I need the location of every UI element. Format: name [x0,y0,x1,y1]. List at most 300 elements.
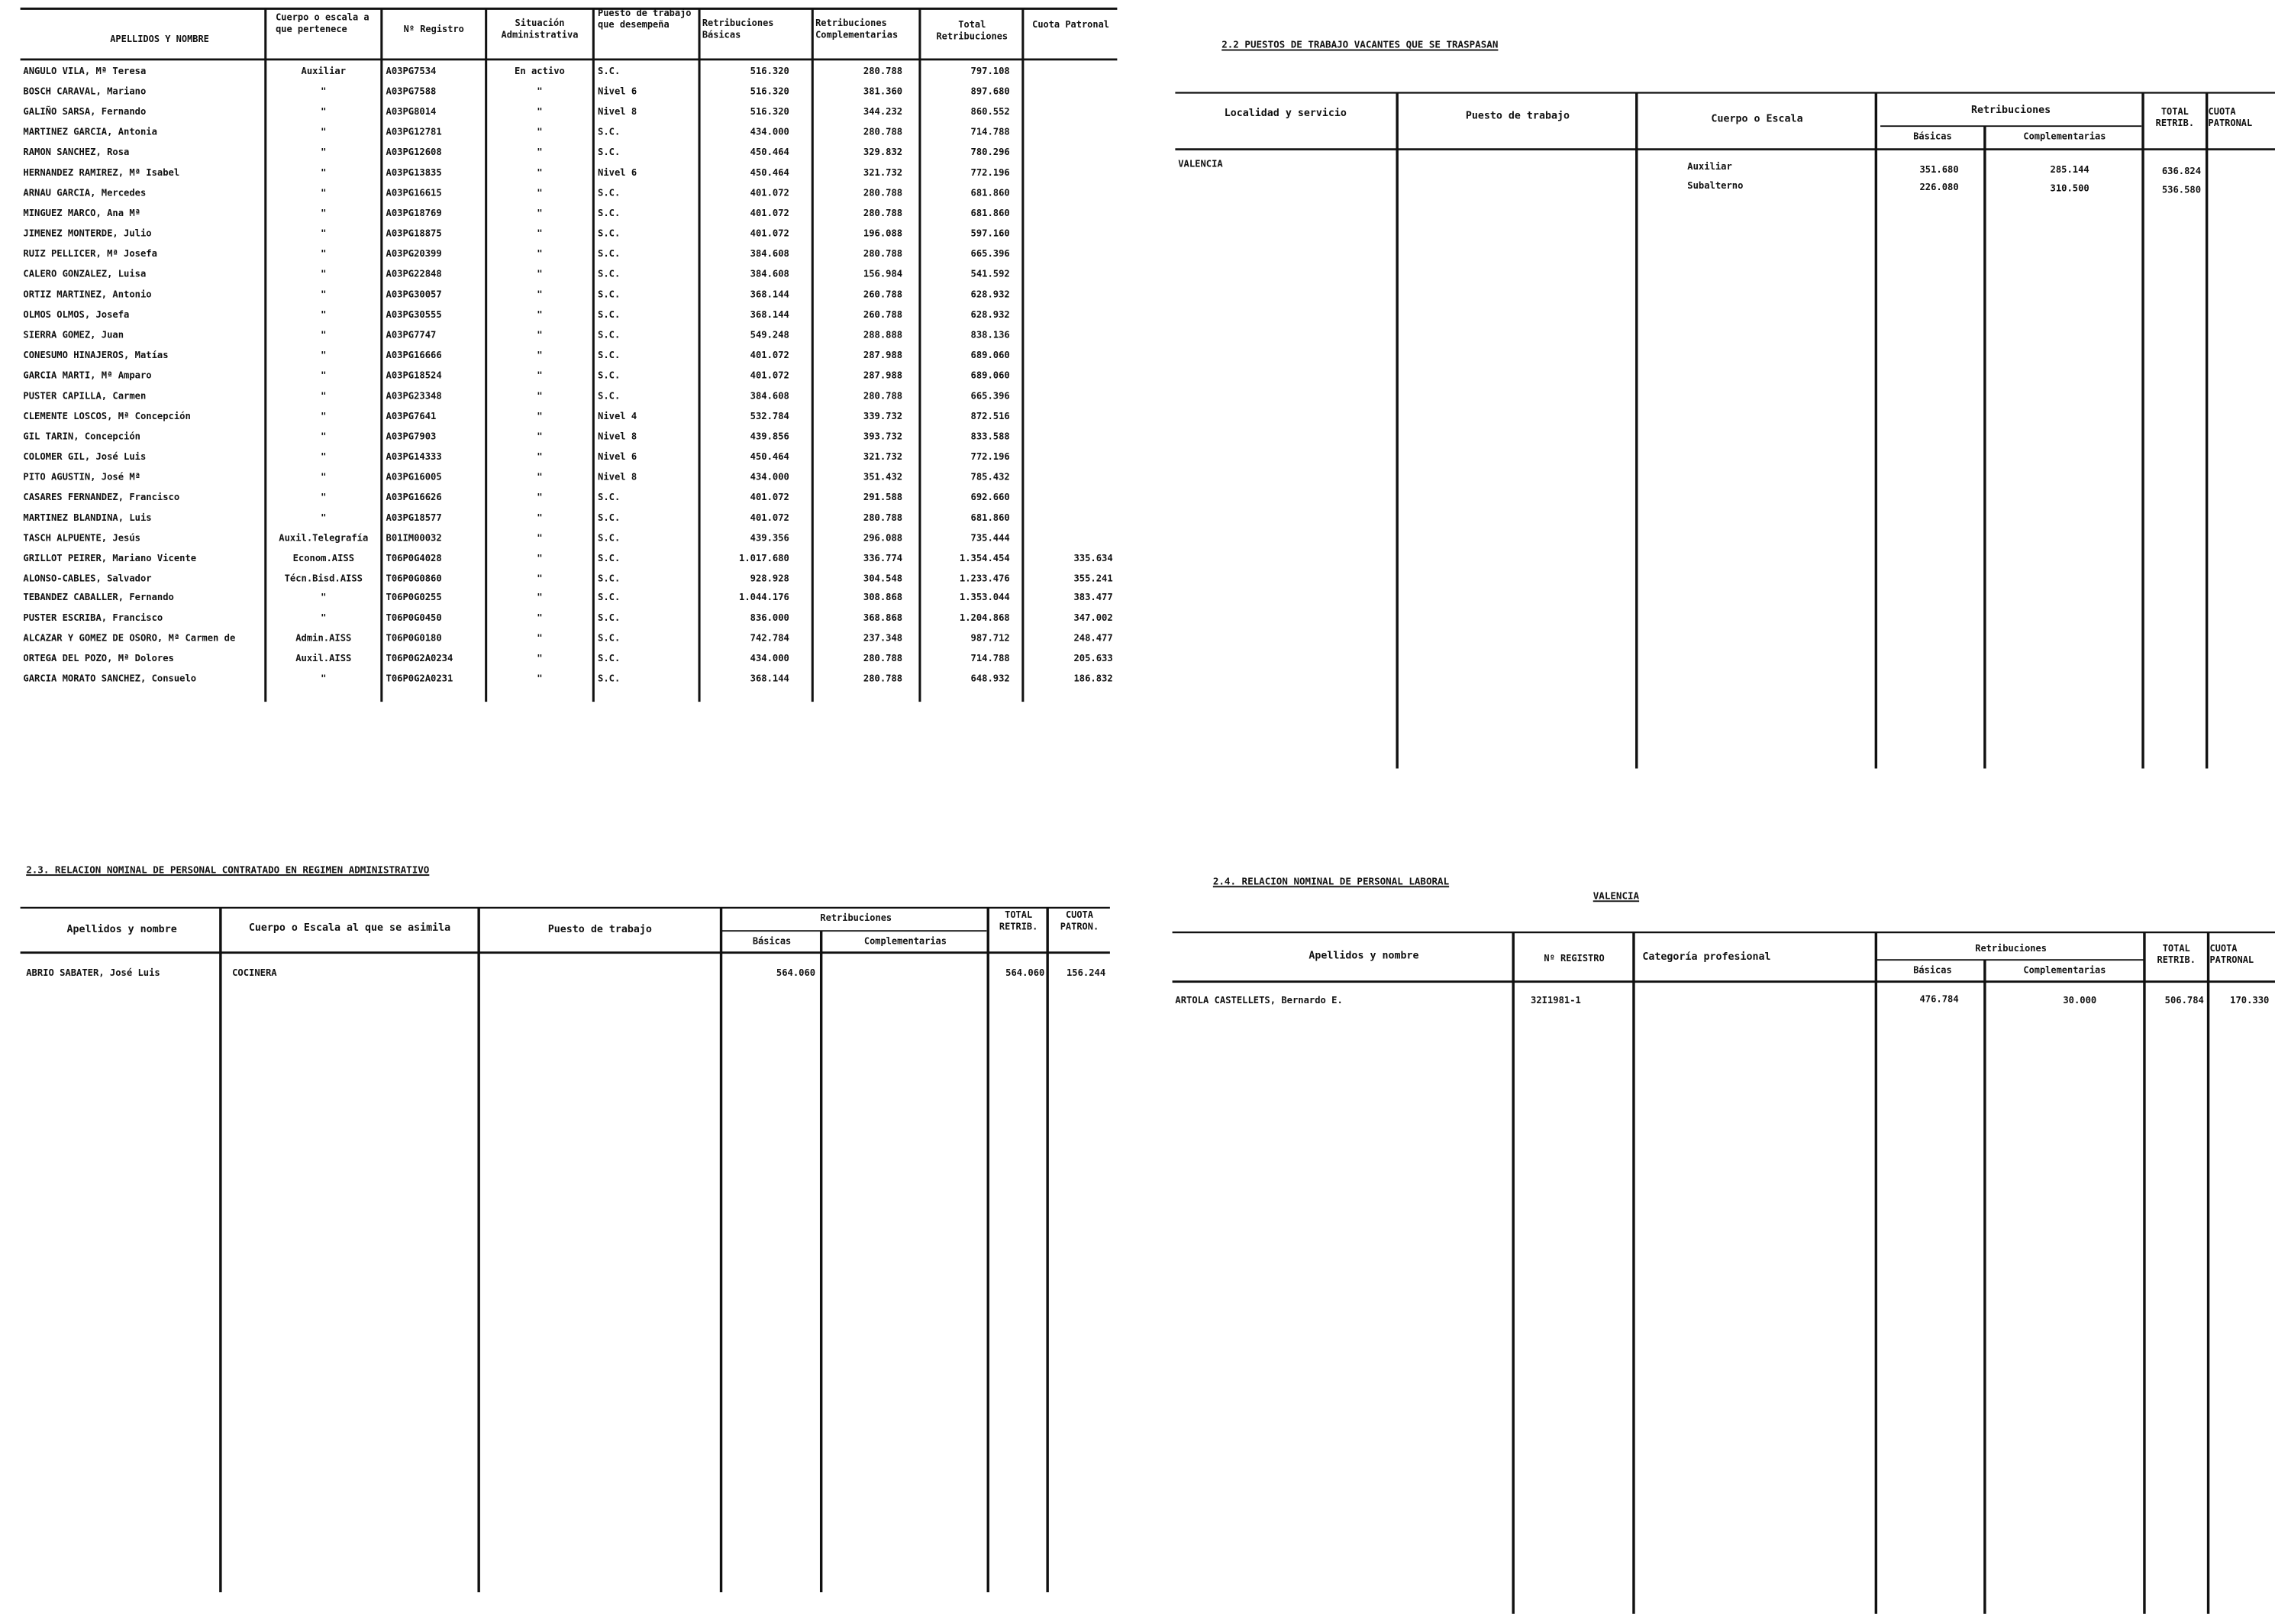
cell-puesto: S.C. [598,267,621,280]
cell-puesto: S.C. [598,65,621,77]
cell-complementarias: 336.774 [863,551,903,563]
contracted-cuerpo: COCINERA [232,967,277,979]
basicas-auxiliar: 351.680 [1919,163,1959,176]
cell-basicas: 401.072 [750,186,789,199]
cell-registro: A03PG30057 [386,288,442,300]
cell-cuerpo: " [321,673,327,686]
cell-basicas: 401.072 [750,369,789,381]
cell-nombre: PUSTER CAPILLA, Carmen [23,389,147,402]
cell-situacion: " [537,328,543,341]
cell-puesto: S.C. [598,592,621,604]
cell-basicas: 439.856 [750,430,789,442]
labor-total: 506.784 [2164,994,2204,1006]
header-cuota: CUOTA PATRONAL [2209,944,2254,965]
header-total: TOTAL RETRIB. [2157,944,2196,965]
cell-cuerpo: " [321,409,327,421]
cell-total: 735.444 [970,531,1010,544]
cell-registro: A03PG30555 [386,308,442,321]
cell-situacion: " [537,126,543,138]
cell-nombre: GARCIA MORATO SANCHEZ, Consuelo [23,673,197,686]
cuerpo-auxiliar: Auxiliar [1687,160,1732,173]
cell-total: 1.353.044 [959,592,1010,604]
cell-cuota: 383.477 [1073,592,1113,604]
cell-total: 648.932 [970,673,1010,686]
cell-puesto: S.C. [598,511,621,523]
cell-cuerpo: " [321,490,327,503]
header-nombre: Apellidos y nombre [1309,949,1419,962]
header-complementarias: Complementarias [2023,965,2106,977]
cell-cuerpo: Econom.AISS [292,551,355,563]
cell-situacion: " [537,430,543,442]
cell-total: 780.296 [970,146,1010,158]
cell-basicas: 384.608 [750,267,789,280]
cell-puesto: S.C. [598,227,621,240]
cell-basicas: 401.072 [750,349,789,361]
cell-cuerpo: " [321,470,327,483]
cell-cuerpo: Admin.AISS [295,632,352,645]
localidad-value: VALENCIA [1178,158,1223,170]
cell-complementarias: 260.788 [863,308,903,321]
cell-registro: A03PG7641 [386,409,437,421]
cell-basicas: 384.608 [750,247,789,260]
cell-nombre: BOSCH CARAVAL, Mariano [23,85,147,98]
cell-complementarias: 321.732 [863,166,903,179]
cell-basicas: 434.000 [750,126,789,138]
cell-total: 628.932 [970,308,1010,321]
cell-cuerpo: Auxiliar [301,65,347,77]
cell-total: 714.788 [970,653,1010,665]
cell-complementarias: 280.788 [863,511,903,523]
cell-registro: T06P0G0255 [386,592,442,604]
cell-basicas: 516.320 [750,105,789,118]
cell-cuerpo: " [321,267,327,280]
header-cuota: CUOTA PATRON. [1060,910,1099,932]
cell-nombre: ORTEGA DEL POZO, Mª Dolores [23,653,174,665]
cell-total: 628.932 [970,288,1010,300]
cell-nombre: MARTINEZ GARCIA, Antonia [23,126,157,138]
section23-title: 2.3. RELACION NOMINAL DE PERSONAL CONTRATADO EN REGIMEN ADMINISTRATIVO [26,864,430,877]
cell-cuota: 186.832 [1073,673,1113,686]
cell-cuerpo: " [321,328,327,341]
cell-basicas: 549.248 [750,328,789,341]
cell-nombre: PUSTER ESCRIBA, Francisco [23,612,163,625]
cell-nombre: PITO AGUSTIN, José Mª [23,470,140,483]
header-total: Total Retribuciones [936,20,1008,42]
cell-total: 772.196 [970,450,1010,463]
cell-cuerpo: " [321,308,327,321]
header-categoria: Categoría profesional [1642,951,1771,964]
cell-cuerpo: " [321,166,327,179]
cell-basicas: 401.072 [750,511,789,523]
header-basicas: Retribuciones Básicas [702,18,774,40]
cell-situacion: " [537,673,543,686]
cell-registro: T06P0G0450 [386,612,442,625]
cell-cuerpo: Auxil.Telegrafía [279,531,369,544]
cell-cuerpo: " [321,349,327,361]
cell-puesto: S.C. [598,247,621,260]
cell-puesto: S.C. [598,369,621,381]
header-cuerpo: Cuerpo o escala a que pertenece [276,13,369,34]
cell-basicas: 928.928 [750,572,789,584]
cell-nombre: JIMENEZ MONTERDE, Julio [23,227,152,240]
cell-registro: A03PG14333 [386,450,442,463]
cell-complementarias: 308.868 [863,592,903,604]
cell-basicas: 368.144 [750,308,789,321]
cell-cuerpo: " [321,430,327,442]
cell-situacion: " [537,572,543,584]
header-registro: Nº REGISTRO [1544,954,1605,964]
cell-puesto: Nivel 6 [598,450,637,463]
header-localidad: Localidad y servicio [1224,107,1347,119]
cell-basicas: 742.784 [750,632,789,645]
cell-complementarias: 280.788 [863,126,903,138]
cell-cuerpo: " [321,389,327,402]
header-complementarias: Retribuciones Complementarias [815,18,899,40]
header-total: TOTAL RETRIB. [999,910,1038,932]
cell-basicas: 439.356 [750,531,789,544]
cell-total: 681.860 [970,186,1010,199]
cell-nombre: TEBANDEZ CABALLER, Fernando [23,592,174,604]
cell-situacion: " [537,349,543,361]
cell-basicas: 450.464 [750,146,789,158]
basicas-subalterno: 226.080 [1919,181,1959,193]
header-nombre: APELLIDOS Y NOMBRE [110,34,209,45]
cell-nombre: SIERRA GOMEZ, Juan [23,328,124,341]
cell-situacion: " [537,369,543,381]
cell-registro: A03PG16666 [386,349,442,361]
cell-total: 681.860 [970,207,1010,219]
cell-nombre: ALONSO-CABLES, Salvador [23,572,152,584]
cell-registro: A03PG18769 [386,207,442,219]
header-total: TOTAL RETRIB. [2155,107,2195,129]
cell-puesto: Nivel 6 [598,166,637,179]
cell-cuerpo: " [321,105,327,118]
cell-situacion: " [537,632,543,645]
cell-nombre: GARCIA MARTI, Mª Amparo [23,369,152,381]
cell-complementarias: 196.088 [863,227,903,240]
header-retribuciones: Retribuciones [1975,944,2047,954]
cell-puesto: S.C. [598,673,621,686]
cell-puesto: S.C. [598,653,621,665]
cell-situacion: En activo [515,65,565,77]
cell-puesto: S.C. [598,207,621,219]
contracted-cuota: 156.244 [1066,967,1106,979]
cell-registro: A03PG8014 [386,105,437,118]
cell-basicas: 434.000 [750,653,789,665]
header-registro: Nº Registro [403,24,464,35]
cell-complementarias: 304.548 [863,572,903,584]
header-nombre: Apellidos y nombre [66,923,177,935]
cell-cuerpo: " [321,369,327,381]
cell-registro: A03PG12608 [386,146,442,158]
cell-situacion: " [537,551,543,563]
cell-total: 797.108 [970,65,1010,77]
cell-total: 1.354.454 [959,551,1010,563]
cell-total: 689.060 [970,349,1010,361]
cell-complementarias: 288.888 [863,328,903,341]
cell-basicas: 384.608 [750,389,789,402]
cell-cuota: 205.633 [1073,653,1113,665]
cell-registro: T06P0G0180 [386,632,442,645]
cell-situacion: " [537,511,543,523]
cell-cuerpo: " [321,511,327,523]
cell-nombre: ANGULO VILA, Mª Teresa [23,65,147,77]
cell-complementarias: 237.348 [863,632,903,645]
cell-situacion: " [537,166,543,179]
cell-cuerpo: " [321,612,327,625]
cell-total: 541.592 [970,267,1010,280]
cell-puesto: S.C. [598,328,621,341]
cell-situacion: " [537,267,543,280]
cell-complementarias: 280.788 [863,247,903,260]
cell-registro: A03PG13835 [386,166,442,179]
cell-nombre: OLMOS OLMOS, Josefa [23,308,130,321]
cell-puesto: S.C. [598,572,621,584]
labor-basicas: 476.784 [1919,993,1959,1006]
cell-nombre: ORTIZ MARTINEZ, Antonio [23,288,152,300]
cell-complementarias: 329.832 [863,146,903,158]
cell-situacion: " [537,450,543,463]
cell-cuota: 347.002 [1073,612,1113,625]
cell-situacion: " [537,308,543,321]
cell-nombre: ARNAU GARCIA, Mercedes [23,186,147,199]
cell-puesto: S.C. [598,389,621,402]
cell-puesto: Nivel 6 [598,85,637,98]
cell-complementarias: 344.232 [863,105,903,118]
cell-nombre: RAMON SANCHEZ, Rosa [23,146,130,158]
cell-registro: A03PG18577 [386,511,442,523]
cell-registro: T06P0G0860 [386,572,442,584]
cell-complementarias: 287.988 [863,349,903,361]
header-retribuciones: Retribuciones [820,913,892,924]
cell-registro: A03PG16626 [386,490,442,503]
cell-cuerpo: " [321,247,327,260]
contracted-nombre: ABRIO SABATER, José Luis [26,967,160,979]
cell-registro: T06P0G4028 [386,551,442,563]
cell-situacion: " [537,470,543,483]
cell-complementarias: 280.788 [863,207,903,219]
cell-situacion: " [537,227,543,240]
cell-complementarias: 280.788 [863,673,903,686]
cell-complementarias: 291.588 [863,490,903,503]
cell-total: 714.788 [970,126,1010,138]
cell-puesto: S.C. [598,551,621,563]
labor-cuota: 170.330 [2230,994,2270,1006]
cell-basicas: 450.464 [750,166,789,179]
cell-situacion: " [537,247,543,260]
cell-registro: A03PG12781 [386,126,442,138]
cell-cuerpo: Auxil.AISS [295,653,352,665]
cell-puesto: S.C. [598,490,621,503]
cell-complementarias: 381.360 [863,85,903,98]
cell-basicas: 368.144 [750,288,789,300]
total-subalterno: 536.580 [2161,184,2202,196]
cell-complementarias: 280.788 [863,653,903,665]
cell-nombre: CONESUMO HINAJEROS, Matías [23,349,169,361]
cell-cuota: 335.634 [1073,551,1113,563]
cell-puesto: Nivel 8 [598,430,637,442]
cell-complementarias: 260.788 [863,288,903,300]
cell-registro: A03PG7903 [386,430,437,442]
cell-nombre: GIL TARIN, Concepción [23,430,140,442]
cell-registro: A03PG16005 [386,470,442,483]
cell-total: 681.860 [970,511,1010,523]
cell-cuerpo: " [321,207,327,219]
cell-situacion: " [537,186,543,199]
cell-cuota: 248.477 [1073,632,1113,645]
cell-situacion: " [537,207,543,219]
cell-cuerpo: " [321,227,327,240]
cell-nombre: MARTINEZ BLANDINA, Luis [23,511,152,523]
contracted-total: 564.060 [1005,967,1045,979]
cell-registro: A03PG7534 [386,65,437,77]
cell-registro: A03PG7747 [386,328,437,341]
header-basicas: Básicas [1913,965,1952,977]
cell-cuota: 355.241 [1073,572,1113,584]
cell-cuerpo: " [321,592,327,604]
cell-total: 838.136 [970,328,1010,341]
cell-total: 665.396 [970,389,1010,402]
cell-puesto: S.C. [598,126,621,138]
cell-nombre: ALCAZAR Y GOMEZ DE OSORO, Mª Carmen de [23,632,236,645]
cell-nombre: CASARES FERNANDEZ, Francisco [23,490,180,503]
cell-situacion: " [537,612,543,625]
cell-registro: T06P0G2A0231 [386,673,453,686]
header-cuota: CUOTA PATRONAL [2208,107,2253,129]
cell-total: 772.196 [970,166,1010,179]
cell-basicas: 1.017.680 [739,551,789,563]
cell-total: 1.204.868 [959,612,1010,625]
cell-situacion: " [537,531,543,544]
header-basicas: Básicas [752,936,792,948]
cell-puesto: S.C. [598,612,621,625]
cell-complementarias: 287.988 [863,369,903,381]
cell-situacion: " [537,592,543,604]
cell-basicas: 401.072 [750,490,789,503]
header-cuota: Cuota Patronal [1032,20,1109,31]
cell-situacion: " [537,146,543,158]
cell-nombre: RUIZ PELLICER, Mª Josefa [23,247,157,260]
cell-nombre: COLOMER GIL, José Luis [23,450,147,463]
complementarias-auxiliar: 285.144 [2050,163,2089,176]
header-situacion: Situación Administrativa [501,18,579,40]
cell-situacion: " [537,105,543,118]
section22-title: 2.2 PUESTOS DE TRABAJO VACANTES QUE SE TRASPASAN [1221,39,1499,51]
header-puesto: Puesto de trabajo [1465,110,1570,122]
cell-complementarias: 321.732 [863,450,903,463]
section24-title: 2.4. RELACION NOMINAL DE PERSONAL LABORAL [1212,876,1450,888]
cell-registro: A03PG20399 [386,247,442,260]
header-cuerpo: Cuerpo o Escala [1711,113,1803,125]
cell-registro: A03PG18524 [386,369,442,381]
cell-puesto: S.C. [598,531,621,544]
cell-puesto: S.C. [598,349,621,361]
header-puesto: Puesto de trabajo que desempeña [598,8,692,30]
cell-registro: A03PG23348 [386,389,442,402]
cell-situacion: " [537,490,543,503]
cell-basicas: 450.464 [750,450,789,463]
cell-basicas: 516.320 [750,65,789,77]
cell-puesto: S.C. [598,146,621,158]
cell-cuerpo: " [321,85,327,98]
cell-puesto: S.C. [598,632,621,645]
cell-total: 665.396 [970,247,1010,260]
cell-cuerpo: " [321,146,327,158]
cell-registro: T06P0G2A0234 [386,653,453,665]
cell-cuerpo: " [321,450,327,463]
header-complementarias: Complementarias [863,936,947,948]
cell-basicas: 516.320 [750,85,789,98]
cell-total: 597.160 [970,227,1010,240]
cell-cuerpo: " [321,288,327,300]
cell-nombre: HERNANDEZ RAMIREZ, Mª Isabel [23,166,180,179]
cell-basicas: 401.072 [750,227,789,240]
cell-total: 785.432 [970,470,1010,483]
cell-complementarias: 368.868 [863,612,903,625]
cell-basicas: 532.784 [750,409,789,421]
header-puesto: Puesto de trabajo [547,923,652,935]
cell-basicas: 368.144 [750,673,789,686]
cell-puesto: Nivel 8 [598,470,637,483]
cell-basicas: 836.000 [750,612,789,625]
cell-total: 897.680 [970,85,1010,98]
cell-nombre: MINGUEZ MARCO, Ana Mª [23,207,140,219]
cell-complementarias: 280.788 [863,65,903,77]
header-basicas: Básicas [1913,131,1952,143]
cell-situacion: " [537,288,543,300]
cell-puesto: Nivel 4 [598,409,637,421]
cell-registro: A03PG16615 [386,186,442,199]
cell-puesto: S.C. [598,288,621,300]
cell-registro: A03PG7588 [386,85,437,98]
cell-basicas: 434.000 [750,470,789,483]
cell-nombre: GALIÑO SARSA, Fernando [23,105,147,118]
cell-total: 692.660 [970,490,1010,503]
cell-total: 1.233.476 [959,572,1010,584]
cell-nombre: CALERO GONZALEZ, Luisa [23,267,147,280]
cell-nombre: GRILLOT PEIRER, Mariano Vicente [23,551,197,563]
cell-situacion: " [537,409,543,421]
cell-puesto: S.C. [598,308,621,321]
cell-total: 987.712 [970,632,1010,645]
cell-total: 860.552 [970,105,1010,118]
cell-nombre: TASCH ALPUENTE, Jesús [23,531,140,544]
cell-complementarias: 156.984 [863,267,903,280]
cell-total: 833.588 [970,430,1010,442]
cell-complementarias: 280.788 [863,186,903,199]
cell-total: 872.516 [970,409,1010,421]
cell-cuerpo: Técn.Bisd.AISS [284,572,363,584]
contracted-basicas: 564.060 [776,967,816,979]
header-retribuciones: Retribuciones [1971,104,2051,116]
cell-cuerpo: " [321,126,327,138]
cell-basicas: 401.072 [750,207,789,219]
cell-complementarias: 393.732 [863,430,903,442]
cell-complementarias: 280.788 [863,389,903,402]
total-auxiliar: 636.824 [2161,165,2202,177]
labor-registro: 32I1981-1 [1531,994,1581,1006]
cell-complementarias: 351.432 [863,470,903,483]
section24-localidad: VALENCIA [1592,890,1640,902]
cell-registro: A03PG22848 [386,267,442,280]
cell-cuerpo: " [321,186,327,199]
cell-basicas: 1.044.176 [739,592,789,604]
cell-situacion: " [537,653,543,665]
cell-complementarias: 296.088 [863,531,903,544]
header-cuerpo: Cuerpo o Escala al que se asimila [248,922,451,935]
cell-situacion: " [537,389,543,402]
cell-puesto: Nivel 8 [598,105,637,118]
